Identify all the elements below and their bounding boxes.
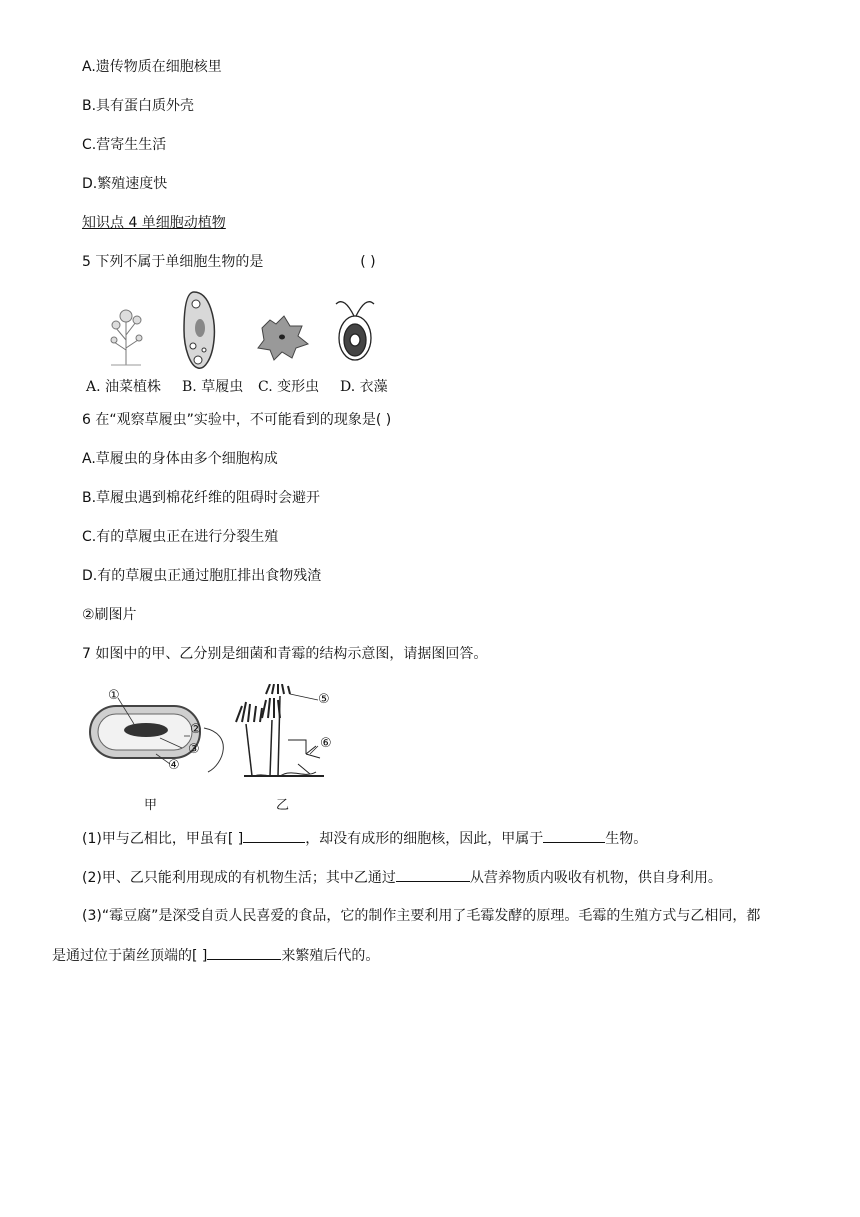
- label-3: ③: [188, 742, 200, 757]
- q5-stem-text: 5 下列不属于单细胞生物的是: [82, 254, 264, 270]
- q7-sub3-line1: (3)“霉豆腐”是深受自贡人民喜爱的食品，它的制作主要利用了毛霉发酵的原理。毛霉的生殖方式与乙相同，都: [82, 908, 761, 924]
- q7-sub2: [82, 867, 722, 888]
- q7-sub2-part-a: (2)甲、乙只能利用现成的有机物生活；其中乙通过: [82, 870, 396, 886]
- q6-option-c: C.有的草履虫正在进行分裂生殖: [82, 529, 279, 545]
- label-2: ②: [190, 722, 202, 737]
- q4-option-c: C.营寄生生活: [82, 137, 167, 153]
- rapeseed-plant-icon: [111, 310, 142, 365]
- q5-stem: [82, 252, 376, 272]
- label-6: ⑥: [320, 736, 332, 751]
- q4-option-d: D.繁殖速度快: [82, 176, 168, 192]
- q4-option-a: A.遗传物质在细胞核里: [82, 59, 222, 75]
- figure-label-yi: 乙: [276, 798, 290, 813]
- answer-blank-1[interactable]: [243, 828, 305, 843]
- amoeba-icon: [258, 316, 308, 360]
- bacterium-icon: [90, 698, 223, 772]
- q6-option-d: D.有的草履虫正通过胞肛排出食物残渣: [82, 568, 322, 584]
- q7-sub1-part-a: (1)甲与乙相比，甲虽有[ ]: [82, 831, 244, 847]
- penicillium-icon: [236, 684, 324, 776]
- answer-blank-4[interactable]: [207, 945, 281, 960]
- answer-blank-3[interactable]: [396, 867, 470, 882]
- bacteria-penicillium-illustration: [84, 684, 344, 784]
- q4-option-b: B.具有蛋白质外壳: [82, 98, 195, 114]
- q5-label-b: B. 草履虫: [182, 379, 244, 395]
- chlamydomonas-icon: [336, 302, 374, 360]
- q7-stem: 7 如图中的甲、乙分别是细菌和青霉的结构示意图，请据图回答。: [82, 646, 488, 662]
- answer-blank-2[interactable]: [543, 828, 605, 843]
- q5-label-c: C. 变形虫: [258, 379, 320, 395]
- organisms-illustration: [86, 290, 406, 370]
- figure-label-jia: 甲: [144, 798, 158, 813]
- label-4: ④: [168, 758, 180, 773]
- q7-sub3-part-a: 是通过位于菌丝顶端的[ ]: [52, 948, 208, 964]
- q7-sub1: [82, 828, 647, 849]
- section-heading: ②刷图片: [82, 607, 137, 623]
- q5-label-a: A. 油菜植株: [86, 379, 162, 395]
- q7-sub2-part-b: 从营养物质内吸收有机物，供自身利用。: [469, 870, 722, 886]
- q5-figure: [86, 290, 406, 398]
- label-1: ①: [108, 688, 120, 703]
- paramecium-icon: [184, 292, 214, 368]
- q7-sub1-part-c: 生物。: [605, 831, 648, 847]
- q5-label-d: D. 衣藻: [340, 379, 388, 395]
- q7-sub3-part-b: 来繁殖后代的。: [281, 948, 380, 964]
- q6-option-b: B.草履虫遇到棉花纤维的阻碍时会避开: [82, 490, 321, 506]
- q7-sub1-part-b: ，却没有成形的细胞核，因此，甲属于: [305, 831, 544, 847]
- q6-stem: 6 在“观察草履虫”实验中，不可能看到的现象是( ): [82, 412, 392, 428]
- label-5: ⑤: [318, 692, 330, 707]
- q5-answer-paren: ( ): [360, 254, 376, 270]
- q7-sub3-line2: [52, 945, 379, 966]
- knowledge-point-title: 知识点 4 单细胞动植物: [82, 215, 226, 231]
- q7-figure: [84, 684, 344, 812]
- q6-option-a: A.草履虫的身体由多个细胞构成: [82, 451, 278, 467]
